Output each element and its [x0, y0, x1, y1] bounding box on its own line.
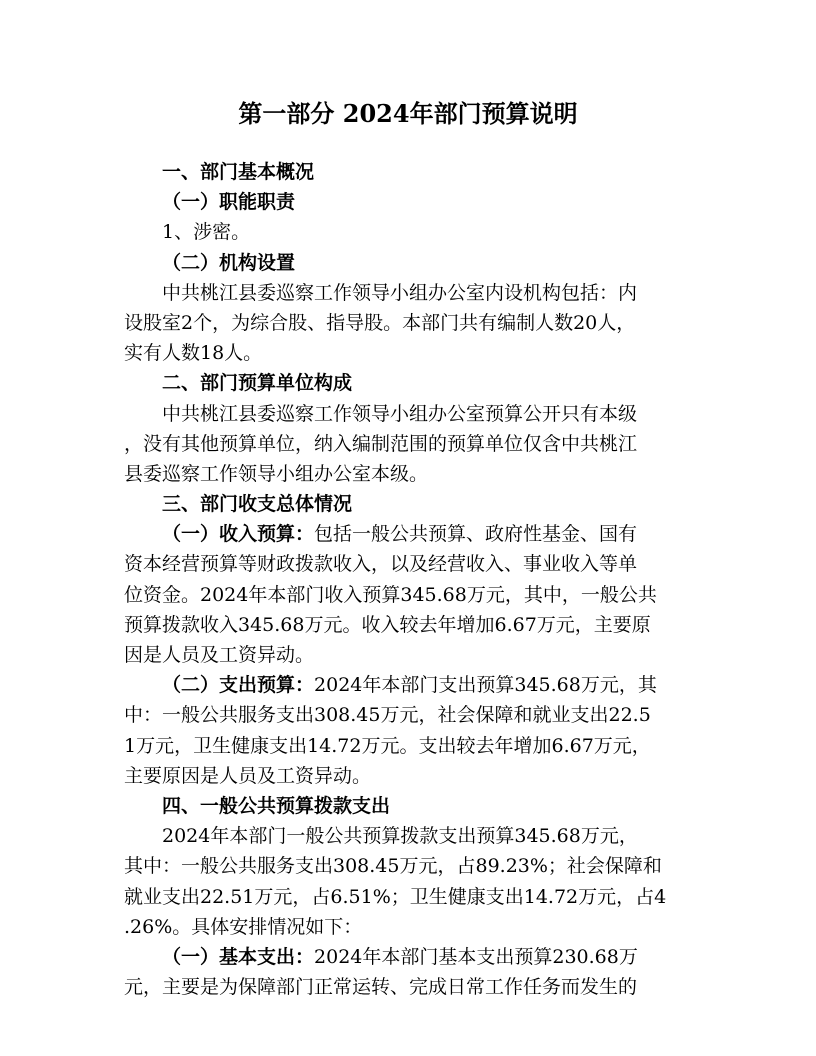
page-title: 第一部分 2024年部门预算说明 — [238, 99, 578, 128]
paragraph-text: 2024年本部门基本支出预算230.68万 — [314, 945, 638, 968]
section-heading: 二、部门预算单位构成 — [162, 372, 353, 395]
paragraph-line: 因是人员及工资异动。 — [124, 644, 315, 666]
section-heading: 一、部门基本概况 — [162, 161, 315, 183]
paragraph-line: ，没有其他预算单位，纳入编制范围的预算单位仅含中共桃江 — [124, 432, 638, 455]
paragraph-line: 1万元，卫生健康支出14.72万元。支出较去年增加6.67万元， — [124, 734, 651, 757]
paragraph-line: 中共桃江县委巡察工作领导小组办公室预算公开只有本级 — [162, 402, 638, 425]
paragraph-line: 实有人数18人。 — [124, 342, 263, 365]
paragraph-line: 其中：一般公共服务支出308.45万元，占89.23%；社会保障和 — [124, 855, 662, 878]
paragraph-line: .26%。具体安排情况如下： — [124, 915, 363, 938]
paragraph-text: 2024年本部门支出预算345.68万元，其 — [314, 674, 657, 697]
paragraph-line: 位资金。2024年本部门收入预算345.68万元，其中，一般公共 — [124, 583, 657, 606]
paragraph-line: 资本经营预算等财政拨款收入，以及经营收入、事业收入等单 — [124, 553, 638, 576]
paragraph-lead: （二）支出预算： — [162, 674, 315, 697]
paragraph-line: 就业支出22.51万元，占6.51%；卫生健康支出14.72万元，占4 — [124, 885, 667, 908]
paragraph-line: 县委巡察工作领导小组办公室本级。 — [124, 462, 429, 485]
paragraph-line — [124, 942, 702, 972]
paragraph-lead: （一）基本支出： — [162, 945, 315, 968]
paragraph-line: 主要原因是人员及工资异动。 — [124, 764, 372, 787]
paragraph-line: 中共桃江县委巡察工作领导小组办公室内设机构包括：内 — [162, 281, 638, 304]
paragraph-line: 设股室2个，为综合股、指导股。本部门共有编制人数20人， — [124, 311, 636, 334]
subsection-heading: （二）机构设置 — [162, 251, 296, 274]
paragraph-line: 元，主要是为保障部门正常运转、完成日常工作任务而发生的 — [124, 976, 638, 999]
subsection-heading: （一）职能职责 — [162, 191, 296, 214]
paragraph-text: 包括一般公共预算、政府性基金、国有 — [314, 523, 638, 546]
paragraph-line — [124, 519, 702, 549]
paragraph-line: 1、涉密。 — [162, 221, 251, 244]
paragraph-line — [124, 670, 702, 700]
document-body — [124, 157, 702, 1002]
section-heading: 三、部门收支总体情况 — [162, 493, 353, 516]
paragraph-line: 2024年本部门一般公共预算拨款支出预算345.68万元， — [162, 825, 638, 848]
paragraph-lead: （一）收入预算： — [162, 523, 315, 546]
paragraph-line: 中：一般公共服务支出308.45万元，社会保障和就业支出22.5 — [124, 704, 651, 727]
paragraph-line: 预算拨款收入345.68万元。收入较去年增加6.67万元，主要原 — [124, 613, 651, 636]
section-heading: 四、一般公共预算拨款支出 — [162, 794, 391, 817]
